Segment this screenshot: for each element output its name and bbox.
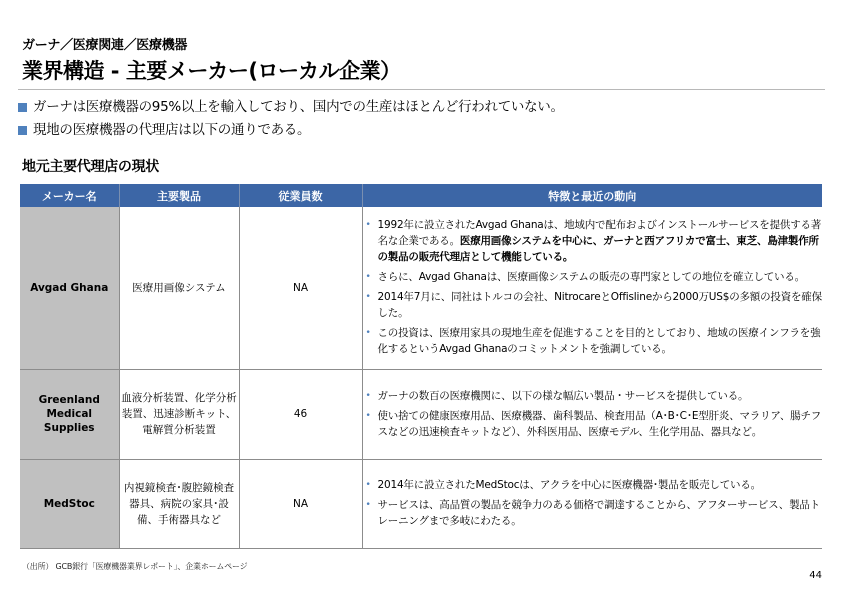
feature-item: • さらに、Avgad Ghanaは、医療画像システムの販売の専門家としての地位を確立している。	[365, 271, 805, 284]
feature-item: • サービスは、高品質の製品を競争力のある価格で調達することから、アフターサービス、製品トレーニングまで多岐にわたる。	[365, 499, 820, 527]
features-cell	[362, 369, 822, 459]
bullet-dot-icon: •	[365, 328, 371, 339]
maker-cell: Avgad Ghana	[20, 207, 119, 369]
products-cell: 医療用画像システム	[119, 207, 239, 369]
intro-bullet-text: ガーナは医療機器の95%以上を輸入しており、国内での生産はほとんど行われていない。	[33, 99, 564, 115]
table-row	[20, 369, 822, 459]
table-row	[20, 459, 822, 548]
column-header-features: 特徴と最近の動向	[362, 184, 822, 207]
feature-item: • 1992年に設立されたAvgad Ghanaは、地域内で配布およびインストールサービスを提供する著名な企業である。医療用画像システムを中心に、ガーナと西アフリカで富士、東芝、島津製作所の製品の販売代理店として機能している。	[365, 219, 822, 264]
maker-cell: Greenland Medical Supplies	[20, 369, 119, 459]
bullet-dot-icon: •	[365, 480, 371, 490]
employees-cell: NA	[239, 207, 362, 369]
square-bullet-icon	[18, 103, 27, 112]
intro-bullet	[18, 119, 564, 142]
feature-item: • ガーナの数百の医療機関に、以下の様な幅広い製品・サービスを提供している。	[365, 389, 749, 402]
page-title: 業界構造 - 主要メーカー(ローカル企業）	[22, 59, 401, 83]
intro-bullet	[18, 96, 564, 119]
source-note: （出所） GCB銀行「医療機器業界レポート」、企業ホームページ	[22, 562, 248, 571]
products-cell: 血液分析装置、化学分析装置、迅速診断キット、電解質分析装置	[119, 369, 239, 459]
intro-bullet-text: 現地の医療機器の代理店は以下の通りである。	[33, 122, 311, 138]
bullet-dot-icon: •	[365, 410, 371, 421]
features-cell	[362, 207, 822, 369]
feature-item: • 使い捨ての健康医療用品、医療機器、歯科製品、検査用品（A･B･C･E型肝炎、マラリア、腸チフスなどの迅速検査キットなど）、外科医用品、医療モデル、生化学用品、器具など。	[365, 409, 822, 438]
employees-cell: NA	[239, 459, 362, 548]
employees-cell: 46	[239, 369, 362, 459]
intro-bullet-list	[18, 96, 564, 142]
title-divider	[18, 89, 825, 90]
bullet-dot-icon: •	[365, 500, 371, 510]
feature-item: • 2014年7月に、同社はトルコの会社、NitrocareとOffislineから2000万US$の多額の投資を確保した。	[365, 291, 822, 320]
square-bullet-icon	[18, 126, 27, 135]
bullet-dot-icon: •	[365, 390, 371, 401]
breadcrumb: ガーナ／医療関連／医療機器	[22, 38, 188, 53]
bullet-dot-icon: •	[365, 220, 371, 231]
maker-cell: MedStoc	[20, 459, 119, 548]
feature-emphasis: 医療用画像システムを中心に、ガーナと西アフリカで富士、東芝、島津製作所の製品の販売代理店として機能している。	[377, 235, 819, 264]
features-cell	[362, 459, 822, 548]
page-number: 44	[809, 570, 822, 581]
table-row	[20, 207, 822, 369]
section-title: 地元主要代理店の現状	[22, 159, 159, 175]
distributor-table	[20, 184, 822, 549]
feature-item: • 2014年に設立されたMedStocは、アクラを中心に医療機器･製品を販売している。	[365, 479, 761, 491]
column-header-products: 主要製品	[119, 184, 239, 207]
column-header-maker: メーカー名	[20, 184, 119, 207]
table-header-row	[20, 184, 822, 207]
products-cell: 内視鏡検査･腹腔鏡検査器具、病院の家具･設備、手術器具など	[119, 459, 239, 548]
feature-item: • この投資は、医療用家具の現地生産を促進することを目的としており、地域の医療インフラを強化するというAvgad Ghanaのコミットメントを強調している。	[365, 327, 821, 356]
column-header-employees: 従業員数	[239, 184, 362, 207]
bullet-dot-icon: •	[365, 292, 371, 303]
bullet-dot-icon: •	[365, 272, 371, 283]
